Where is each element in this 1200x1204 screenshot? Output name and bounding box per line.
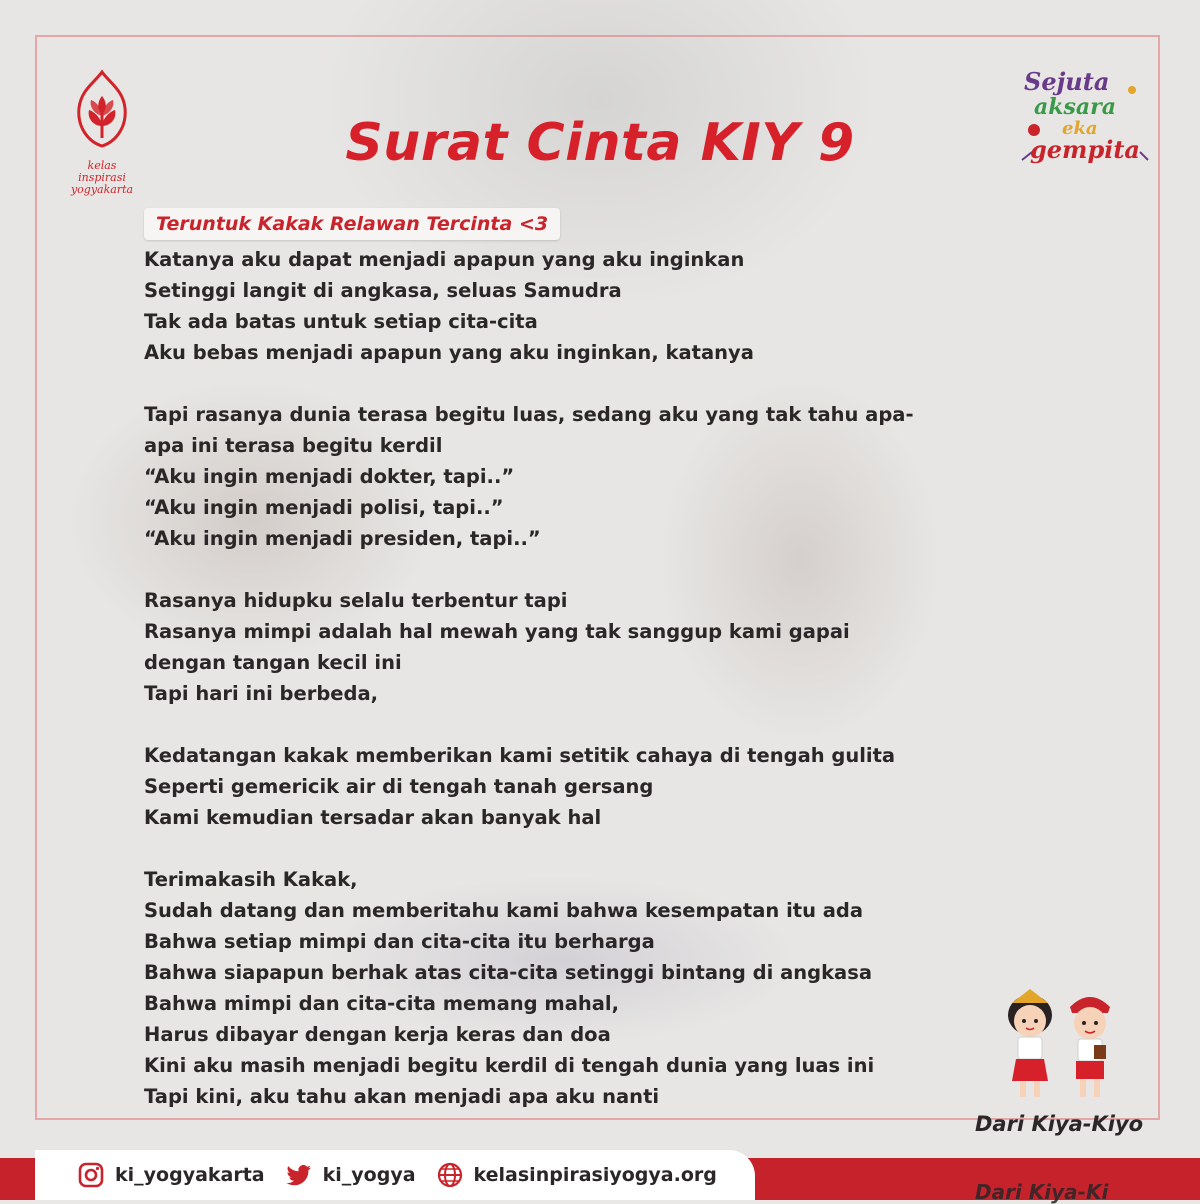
poem-line: dengan tangan kecil ini	[144, 651, 402, 674]
poem-line: Sudah datang dan memberitahu kami bahwa kesempatan itu ada	[144, 899, 864, 922]
globe-icon	[436, 1161, 464, 1189]
stanza-gap	[144, 554, 1004, 585]
poem-line: Tapi rasanya dunia terasa begitu luas, sedang aku yang tak tahu apa-	[144, 403, 914, 426]
poem-line: Setinggi langit di angkasa, seluas Samudra	[144, 279, 622, 302]
poem-line: Kami kemudian tersadar akan banyak hal	[144, 806, 602, 829]
poem-line: Terimakasih Kakak,	[144, 868, 358, 891]
poem-body	[144, 244, 1004, 1112]
instagram-link[interactable]	[77, 1161, 265, 1189]
signature: Dari Kiya-Kiyo	[975, 1112, 1144, 1136]
twitter-link[interactable]	[285, 1161, 416, 1189]
poem-line: “Aku ingin menjadi polisi, tapi..”	[144, 496, 504, 519]
poem-line: Seperti gemericik air di tengah tanah gersang	[144, 775, 654, 798]
sejuta-aksara-logo-icon	[1012, 60, 1152, 170]
poem-line: “Aku ingin menjadi dokter, tapi..”	[144, 465, 515, 488]
poem-line: Kini aku masih menjadi begitu kerdil di tengah dunia yang luas ini	[144, 1054, 875, 1077]
instagram-icon	[77, 1161, 105, 1189]
twitter-icon	[285, 1161, 313, 1189]
subtitle-label: Teruntuk Kakak Relawan Tercinta <3	[144, 208, 560, 240]
poem-line: Bahwa siapapun berhak atas cita-cita setinggi bintang di angkasa	[144, 961, 872, 984]
poem-line: Tak ada batas untuk setiap cita-cita	[144, 310, 538, 333]
logo-word-3: eka	[1062, 118, 1098, 139]
kiya-kiyo-mascots	[990, 985, 1130, 1105]
logo-word-4: gempita	[1030, 135, 1140, 164]
logo-word-2: aksara	[1034, 94, 1116, 120]
mascot-kids-icon	[990, 985, 1130, 1105]
poem-line: Rasanya hidupku selalu terbentur tapi	[144, 589, 568, 612]
poem-line: Katanya aku dapat menjadi apapun yang aku inginkan	[144, 248, 745, 271]
poem-line: Harus dibayar dengan kerja keras dan doa	[144, 1023, 611, 1046]
logo-word-1: Sejuta	[1024, 67, 1110, 96]
page-title: Surat Cinta KIY 9	[345, 113, 855, 173]
twitter-handle: ki_yogya	[322, 1164, 416, 1186]
signature-ghost: Dari Kiya-Ki	[975, 1180, 1109, 1204]
logo-caption-line2: yogyakarta	[70, 183, 134, 196]
poem-line: Tapi kini, aku tahu akan menjadi apa aku nanti	[144, 1085, 660, 1108]
poem-line: Kedatangan kakak memberikan kami setitik cahaya di tengah gulita	[144, 744, 896, 767]
poem-line: Bahwa setiap mimpi dan cita-cita itu berharga	[144, 930, 655, 953]
poem-line: apa ini terasa begitu kerdil	[144, 434, 443, 457]
instagram-handle: ki_yogyakarta	[115, 1164, 265, 1186]
stanza-gap	[144, 709, 1004, 740]
website-url: kelasinpirasiyogya.org	[473, 1164, 717, 1186]
logo-caption-line1: kelas inspirasi	[78, 159, 126, 184]
website-link[interactable]	[436, 1161, 717, 1189]
poem-line: Rasanya mimpi adalah hal mewah yang tak sanggup kami gapai	[144, 620, 850, 643]
poem-line: “Aku ingin menjadi presiden, tapi..”	[144, 527, 541, 550]
poem-line: Bahwa mimpi dan cita-cita memang mahal,	[144, 992, 619, 1015]
sejuta-aksara-logo	[1012, 60, 1152, 170]
stanza-gap	[144, 368, 1004, 399]
poem-line: Aku bebas menjadi apapun yang aku inginkan, katanya	[144, 341, 754, 364]
poem-line: Tapi hari ini berbeda,	[144, 682, 379, 705]
footer-social-links	[35, 1150, 755, 1200]
stanza-gap	[144, 833, 1004, 864]
